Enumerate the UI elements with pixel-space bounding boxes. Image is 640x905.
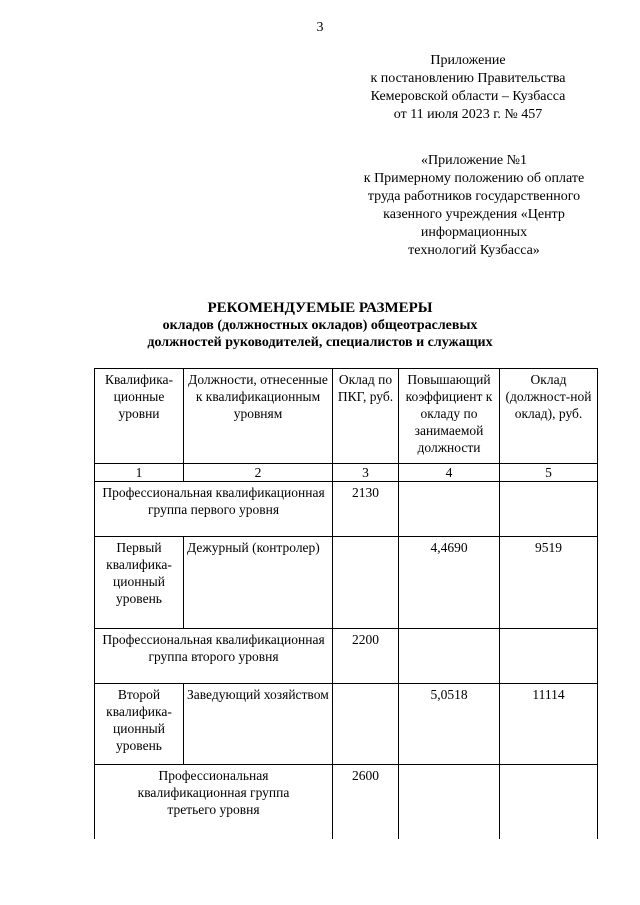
coefficient: 5,0518 — [399, 684, 500, 765]
final-salary: 11114 — [500, 684, 598, 765]
appendix-header — [344, 152, 604, 260]
group-salary: 2130 — [333, 482, 399, 537]
column-number: 4 — [399, 464, 500, 482]
position-name: Заведующий хозяйством — [184, 684, 333, 765]
table-row — [95, 765, 598, 839]
group-salary: 2600 — [333, 765, 399, 839]
final-salary: 9519 — [500, 537, 598, 629]
group-name: Профессиональная квалификационная группа первого уровня — [95, 482, 333, 537]
header-cell: Квалифика-ционные уровни — [95, 369, 184, 464]
document-title — [0, 300, 640, 351]
column-number-row — [95, 464, 598, 482]
table-row — [95, 684, 598, 765]
header-cell: Повышающий коэффициент к окладу по занимаемой должности — [399, 369, 500, 464]
table-row — [95, 537, 598, 629]
group-name: Профессиональная квалификационная группа второго уровня — [95, 629, 333, 684]
table-row — [95, 482, 598, 537]
title-line-3: должностей руководителей, специалистов и служащих — [147, 335, 493, 350]
salary-table — [94, 368, 598, 839]
title-line-2: окладов (должностных окладов) общеотраслевых — [162, 318, 478, 333]
qualification-level: Второй квалифика-ционный уровень — [95, 684, 184, 765]
column-number: 2 — [184, 464, 333, 482]
column-number: 3 — [333, 464, 399, 482]
appendix-line: «Приложение №1 — [421, 153, 527, 168]
title-line-1: РЕКОМЕНДУЕМЫЕ РАЗМЕРЫ — [207, 300, 433, 316]
table-row — [95, 629, 598, 684]
appendix-line: к Примерному положению об оплате — [363, 171, 585, 186]
table-header-row — [95, 369, 598, 464]
header-cell: Должности, отнесенные к квалификационным уровням — [184, 369, 333, 464]
approval-line: к постановлению Правительства — [370, 71, 566, 86]
qualification-level: Первый квалифика-ционный уровень — [95, 537, 184, 629]
approval-line: Кемеровской области – Кузбасса — [370, 89, 566, 104]
position-name: Дежурный (контролер) — [184, 537, 333, 629]
appendix-line: технологий Кузбасса» — [408, 243, 540, 258]
header-cell: Оклад (должност-ной оклад), руб. — [500, 369, 598, 464]
appendix-line: информационных — [420, 225, 528, 240]
appendix-line: казенного учреждения «Центр — [383, 207, 565, 222]
group-salary: 2200 — [333, 629, 399, 684]
coefficient: 4,4690 — [399, 537, 500, 629]
header-cell: Оклад по ПКГ, руб. — [333, 369, 399, 464]
appendix-line: труда работников государственного — [367, 189, 581, 204]
column-number: 5 — [500, 464, 598, 482]
group-name: Профессиональная квалификационная группа третьего уровня — [95, 765, 333, 839]
column-number: 1 — [95, 464, 184, 482]
page-number: 3 — [316, 20, 324, 35]
approval-line: от 11 июля 2023 г. № 457 — [393, 107, 543, 122]
approval-header — [352, 52, 584, 124]
approval-line: Приложение — [430, 53, 506, 68]
